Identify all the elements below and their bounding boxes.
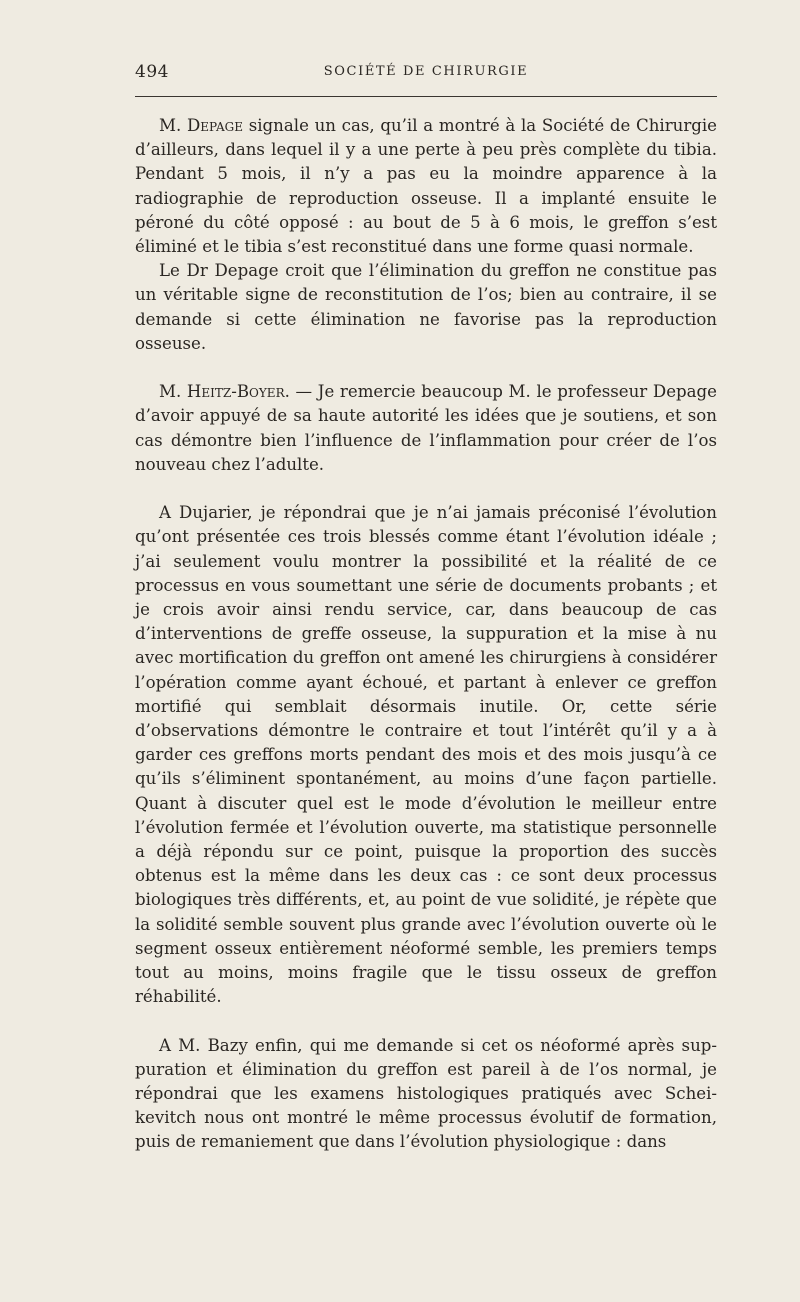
paragraph-text: — Je remercie beaucoup M. le professeur Depage d’avoir appuyé de sa haute autorité les idées que je soutiens, et son cas démontre bien l’influence de l’inflammation pour créer de l’os nouveau chez l’adulte. [135, 382, 717, 474]
paragraph-text: Le Dr Depage croit que l’élimination du greffon ne constitue pas un véritable signe de reconstitution de l’os; bien au contraire, il se demande si cette élimination ne favorise pas la reproduction osseuse. [135, 261, 717, 353]
paragraph-depage-case [135, 114, 717, 259]
paragraph-reply-dujarier [135, 501, 717, 1009]
paragraph-text: A M. Bazy enfin, qui me demande si cet os néoformé après suppuration et élimination du greffon est pareil à de l’os normal, je répondrai que les examens histologiques pratiqués avec Scheikevitch nous ont montré le même processus évolutif de formation, puis de remaniement que dans l’évolution physiologique : dans [135, 1035, 717, 1152]
paragraph-text: A Dujarier, je répondrai que je n’ai jamais préconisé l’évolution qu’ont présentée ces trois blessés comme étant l’évolution idéale ; j’ai seulement voulu montrer la possibilité et la réalité de ce processus en vous soumettant une série de documents probants ; et je crois avoir ainsi rendu service, car, dans beaucoup de cas d’interventions de greffe osseuse, la suppuration et la mise à nu avec mortification du greffon ont amené les chirurgiens à considérer l’opération comme ayant échoué, et partant à enlever ce greffon mortifié qui semblait désormais inutile. Or, cette série d’observations démontre le contraire et tout l’intérêt qu’il y a à garder ces greffons morts pendant des mois et des mois jusqu’à ce qu’ils s’éliminent spontanément, au moins d’une façon partielle. Quant à discuter quel est le mode d’évolution le meilleur entre l’évolution fermée et l’évolution ouverte, ma statistique personnelle a déjà répondu sur ce point, puisque la proportion des succès obtenus est la même dans les deux cas : ce sont deux processus biologiques très différents, et, au point de vue solidité, je répète que la solidité semble souvent plus grande avec l’évolution ouverte où le segment osseux entièrement néoformé semble, les premiers temps tout au moins, moins fragile que le tissu osseux de greffon réhabilité. [135, 503, 717, 1007]
page-number: 494 [135, 62, 169, 82]
paragraph-depage-opinion [135, 259, 717, 356]
header-rule [135, 96, 717, 97]
page-header [135, 62, 717, 82]
running-title: SOCIÉTÉ DE CHIRURGIE [323, 64, 529, 79]
speaker-depage: M. Depage [159, 116, 244, 135]
paragraph-reply-bazy [135, 1034, 717, 1155]
paragraph-text: signale un cas, qu’il a montré à la Société de Chirurgie d’ailleurs, dans lequel il y a une perte à peu près complète du tibia. Pendant 5 mois, il n’y a pas eu la moindre apparence à la radiographie de reproduction osseuse. Il a implanté ensuite le péroné du côté opposé : au bout de 5 à 6 mois, le greffon s’est éliminé et le tibia s’est reconstitué dans une forme quasi normale. [135, 116, 718, 257]
body-text [135, 114, 717, 1155]
paragraph-heitz-boyer-reply [135, 380, 717, 477]
speaker-heitz-boyer: M. Heitz-Boyer. [159, 382, 290, 402]
